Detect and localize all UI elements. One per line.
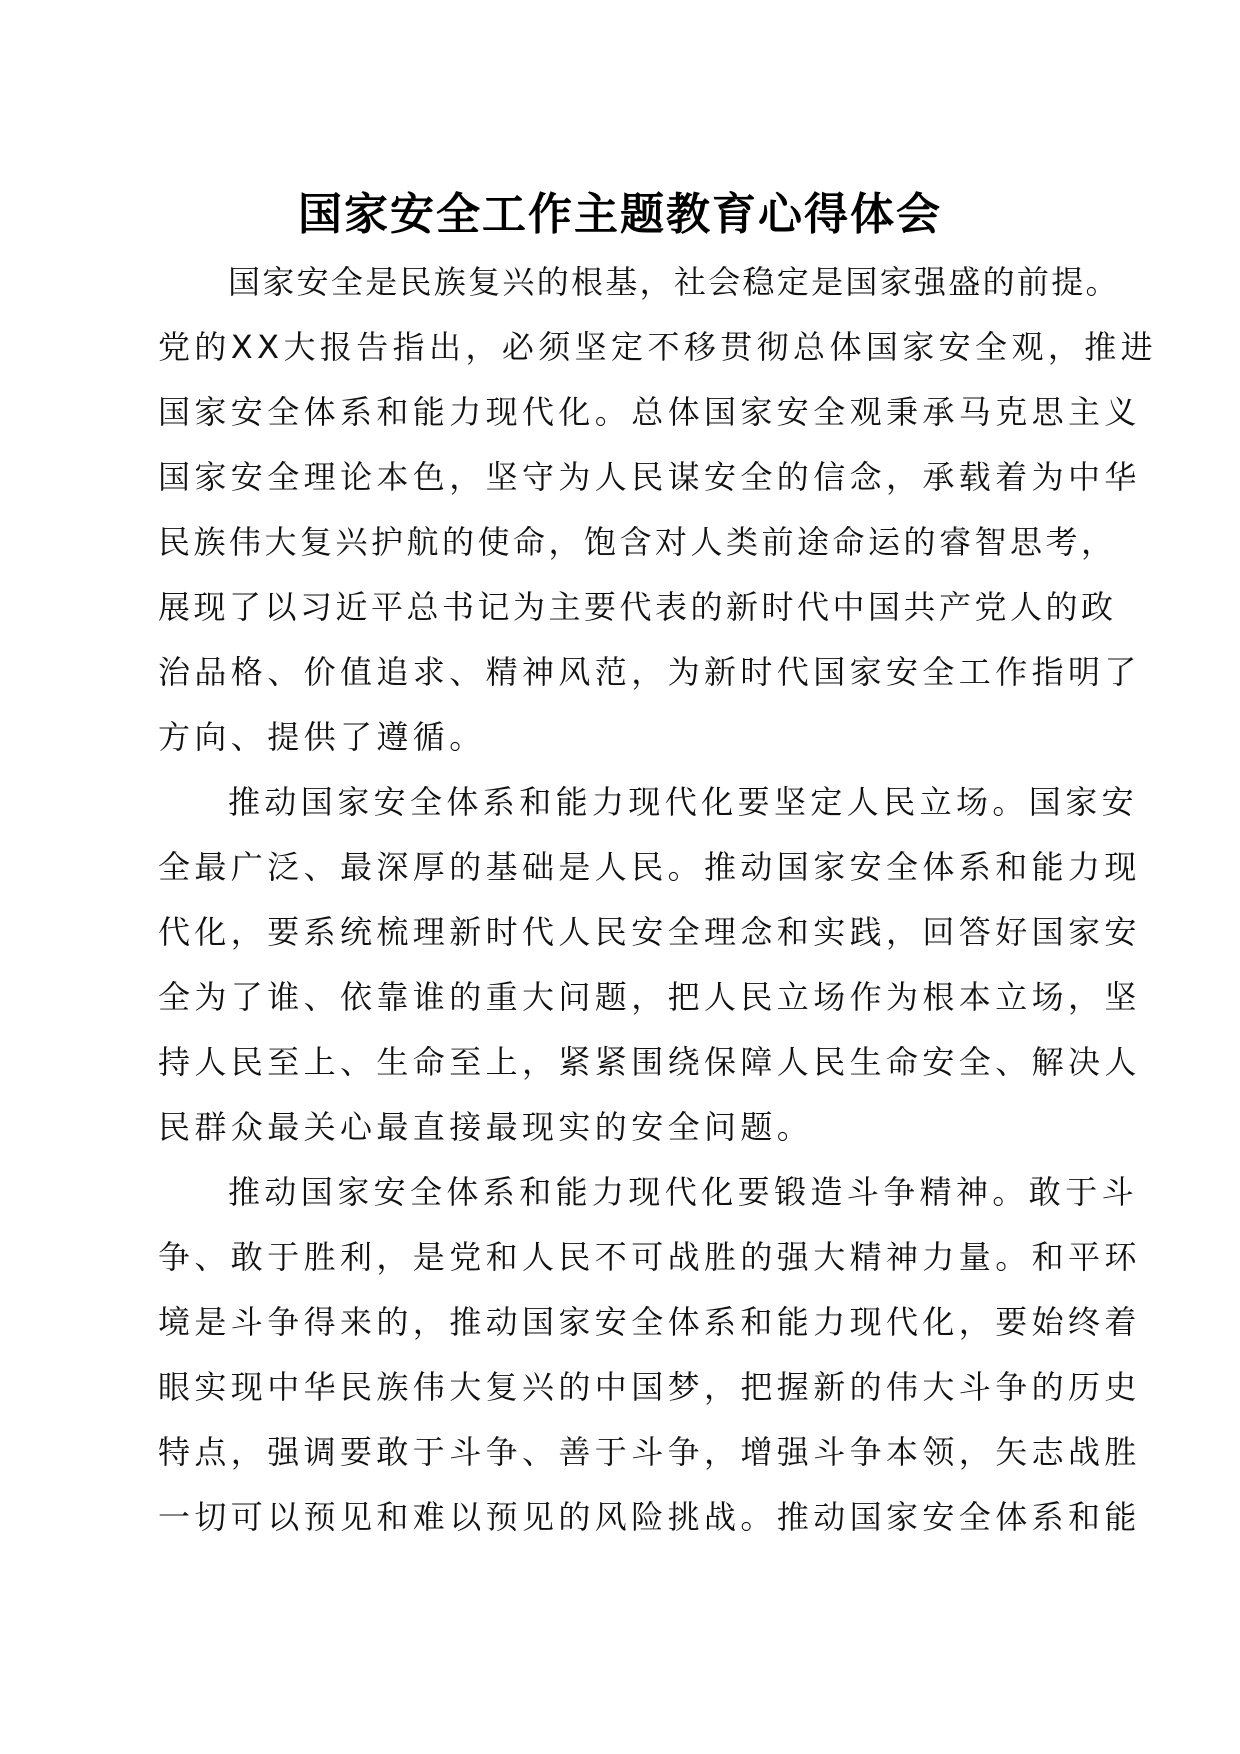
paragraph-3-line-5: 特点，强调要敢于斗争、善于斗争，增强斗争本领，矢志战胜 <box>158 1433 1141 1471</box>
paragraph-1-line-4: 国家安全理论本色，坚守为人民谋安全的信念，承载着为中华 <box>158 458 1141 496</box>
paragraph-1-line-1: 国家安全是民族复兴的根基，社会稳定是国家强盛的前提。 <box>228 263 1120 301</box>
document-title: 国家安全工作主题教育心得体会 <box>298 189 942 240</box>
paragraph-2-line-2: 全最广泛、最深厚的基础是人民。推动国家安全体系和能力现 <box>158 848 1141 886</box>
paragraph-1-line-7: 治品格、价值追求、精神风范，为新时代国家安全工作指明了 <box>158 653 1141 691</box>
paragraph-3-line-6: 一切可以预见和难以预见的风险挑战。推动国家安全体系和能 <box>158 1498 1141 1536</box>
paragraph-1-line-5: 民族伟大复兴护航的使命，饱含对人类前途命运的睿智思考， <box>158 523 1117 561</box>
paragraph-3-line-2: 争、敢于胜利，是党和人民不可战胜的强大精神力量。和平环 <box>158 1238 1141 1276</box>
paragraph-3-line-3: 境是斗争得来的，推动国家安全体系和能力现代化，要始终着 <box>158 1303 1141 1341</box>
paragraph-1-line-6: 展现了以习近平总书记为主要代表的新时代中国共产党人的政 <box>158 588 1117 626</box>
paragraph-1-line-2: 党的XX大报告指出，必须坚定不移贯彻总体国家安全观，推进 <box>158 328 1158 366</box>
paragraph-1-line-8: 方向、提供了遵循。 <box>158 718 486 756</box>
paragraph-2-line-3: 代化，要系统梳理新时代人民安全理念和实践，回答好国家安 <box>158 913 1141 951</box>
paragraph-1-line-3: 国家安全体系和能力现代化。总体国家安全观秉承马克思主义 <box>158 393 1141 431</box>
paragraph-2-line-4: 全为了谁、依靠谁的重大问题，把人民立场作为根本立场，坚 <box>158 978 1141 1016</box>
paragraph-2-line-1: 推动国家安全体系和能力现代化要坚定人民立场。国家安 <box>228 783 1139 821</box>
paragraph-3-line-1: 推动国家安全体系和能力现代化要锻造斗争精神。敢于斗 <box>228 1173 1139 1211</box>
paragraph-2-line-5: 持人民至上、生命至上，紧紧围绕保障人民生命安全、解决人 <box>158 1043 1141 1081</box>
paragraph-2-line-6: 民群众最关心最直接最现实的安全问题。 <box>158 1108 814 1146</box>
paragraph-3-line-4: 眼实现中华民族伟大复兴的中国梦，把握新的伟大斗争的历史 <box>158 1368 1141 1406</box>
